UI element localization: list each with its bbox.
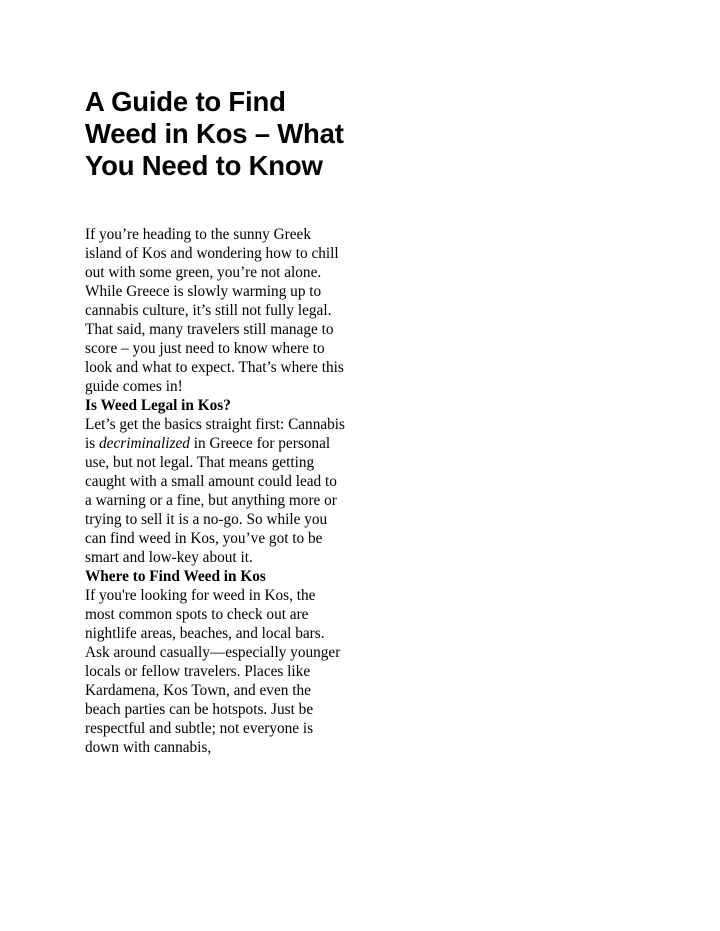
legal-text-end: in Greece for personal use, but not legal. That means getting caught with a small amount could lead to a warning or a fine, but anything more or trying to sell it is a no-go. So while you can find weed in Kos, you’ve got to be smart and low-key about it. xyxy=(85,435,337,566)
section-heading-where: Where to Find Weed in Kos xyxy=(85,568,266,585)
where-paragraph: If you're looking for weed in Kos, the most common spots to check out are nightlife areas, beaches, and local bars. Ask around casually—especially younger locals or fellow travelers. Places like Kardamena, Kos Town, and even the beach parties can be hotspots. Just be respectful and subtle; not everyone is down with cannabis, xyxy=(85,587,341,756)
intro-paragraph: If you’re heading to the sunny Greek island of Kos and wondering how to chill out with some green, you’re not alone. While Greece is slowly warming up to cannabis culture, it’s still not fully legal. That said, many travelers still manage to score – you just need to know where to look and what to expect. That’s where this guide comes in! xyxy=(85,226,344,395)
legal-paragraph xyxy=(85,415,347,567)
legal-text-start: Let’s get the basics straight first: Cannabis is xyxy=(85,416,345,452)
document-title: A Guide to Find Weed in Kos – What You Need to Know xyxy=(85,86,344,181)
section-heading-legal: Is Weed Legal in Kos? xyxy=(85,397,231,414)
emphasis-decriminalized: decriminalized xyxy=(99,435,190,452)
document-page xyxy=(85,86,347,757)
